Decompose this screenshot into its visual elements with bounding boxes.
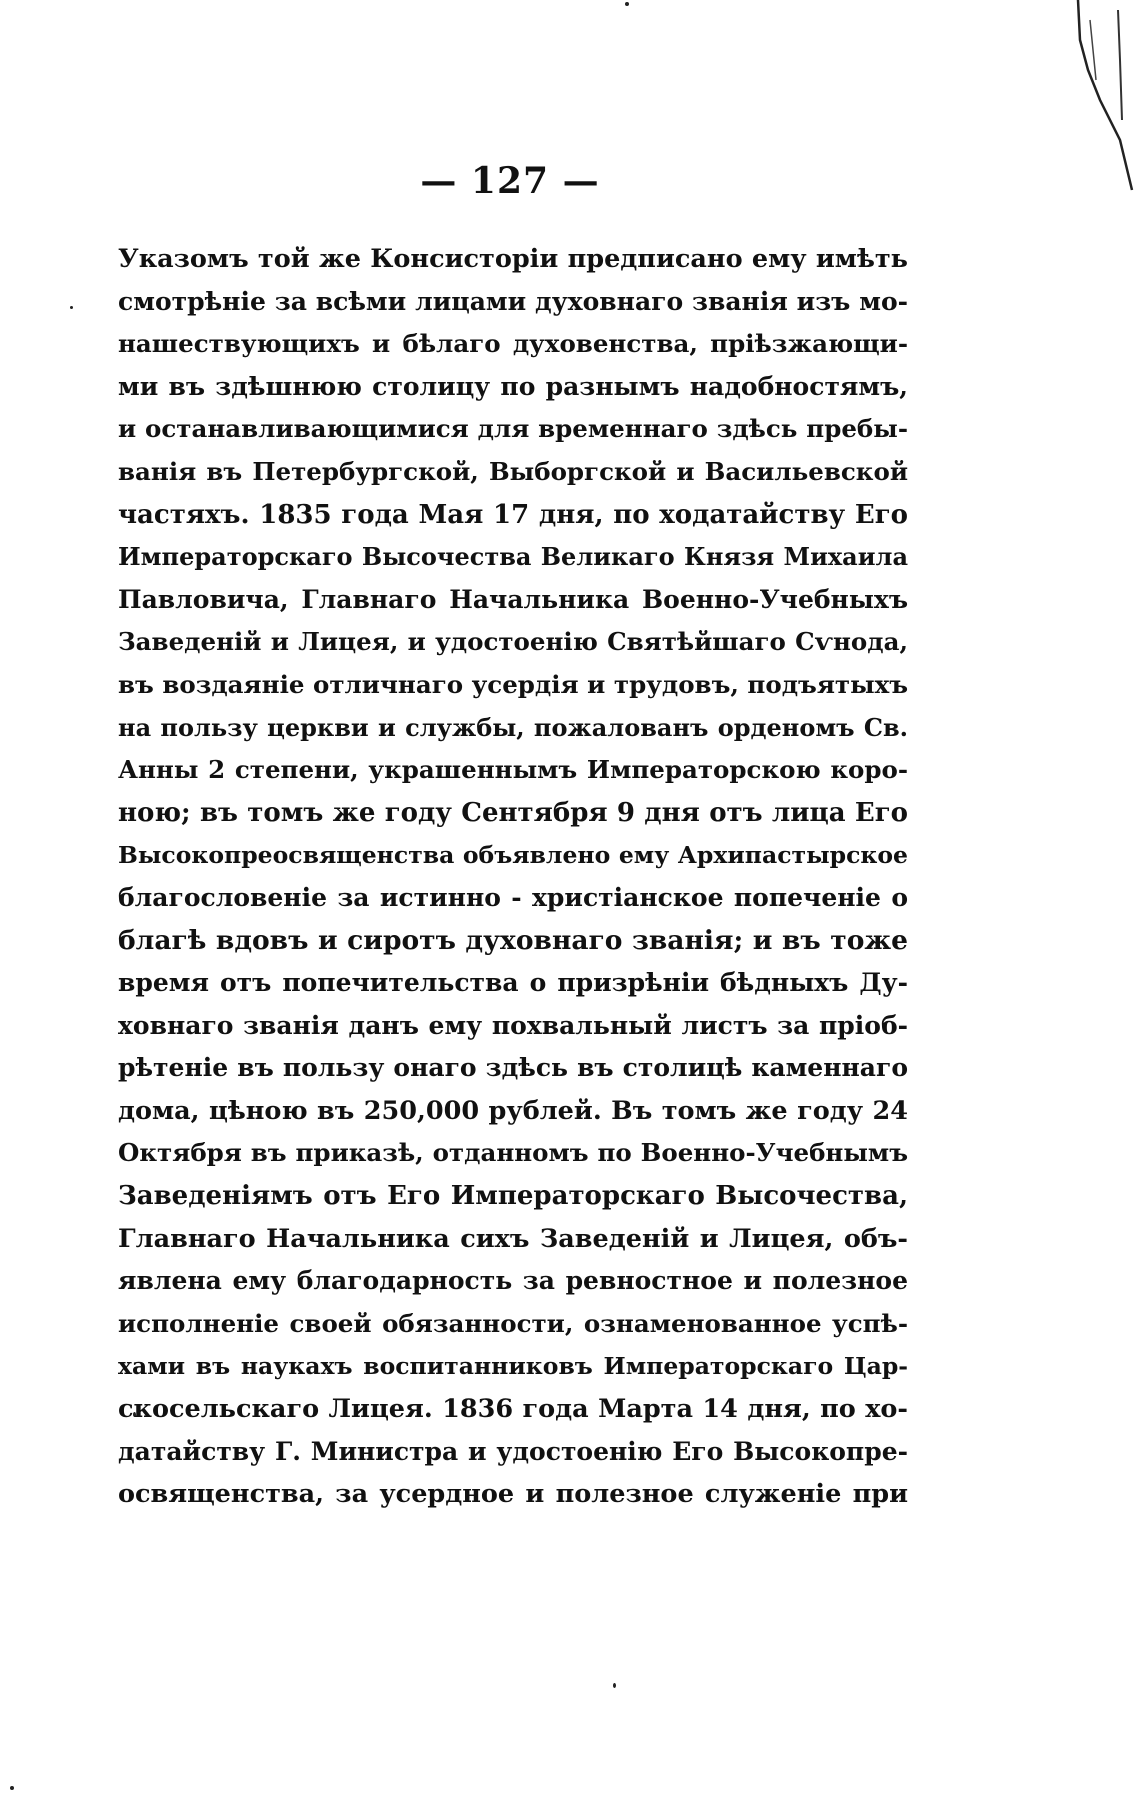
text-line: Павловича, Главнаго Начальника Военно-Учебныхъ [118, 584, 908, 614]
scan-speck [625, 2, 629, 6]
text-line: Заведеніямъ отъ Его Императорскаго Высочества, [118, 1181, 908, 1212]
text-line: благословеніе за истинно - христіанское попеченіе о [118, 882, 908, 912]
text-line: датайству Г. Министра и удостоенію Его Высокопре- [118, 1436, 908, 1466]
text-line: благѣ вдовъ и сиротъ духовнаго званія; и въ тоже [118, 924, 908, 956]
scan-speck [70, 306, 73, 309]
text-line: частяхъ. 1835 года Мая 17 дня, по ходатайству Его [118, 499, 908, 530]
text-line: смотрѣніе за всѣми лицами духовнаго званія изъ мо- [118, 286, 908, 316]
text-line: время отъ попечительства о призрѣніи бѣдныхъ Ду- [118, 968, 908, 998]
scan-speck [613, 1683, 616, 1688]
text-line: Заведеній и Лицея, и удостоенію Святѣйшаго Сѵнода, [118, 627, 908, 657]
text-line: исполненіе своей обязанности, ознаменованное успѣ- [118, 1308, 908, 1338]
text-line: освященства, за усердное и полезное служеніе при [118, 1479, 908, 1510]
text-line: Анны 2 степени, украшеннымъ Императорскою коро- [118, 755, 908, 785]
text-line: Октября въ приказѣ, отданномъ по Военно-Учебнымъ [118, 1138, 908, 1168]
text-line: скосельскаго Лицея. 1836 года Марта 14 дня, по хо- [118, 1394, 908, 1425]
text-line: ми въ здѣшнюю столицу по разнымъ надобностямъ, [118, 371, 908, 401]
text-line: Императорскаго Высочества Великаго Князя Михаила [118, 542, 908, 572]
text-line: и останавливающимися для временнаго здѣсь пребы- [118, 414, 908, 444]
page-edge-scan-mark [1070, 0, 1140, 200]
page-number: — 127 — [420, 160, 600, 202]
text-line: дома, цѣною въ 250,000 рублей. Въ томъ же году 24 [118, 1095, 908, 1126]
text-line: явлена ему благодарность за ревностное и полезное [118, 1266, 908, 1296]
text-line: нашествующихъ и бѣлаго духовенства, пріѣзжающи- [118, 329, 908, 359]
text-line: Главнаго Начальника сихъ Заведеній и Лицея, объ- [118, 1223, 908, 1254]
text-line: рѣтеніе въ пользу онаго здѣсь въ столицѣ каменнаго [118, 1053, 908, 1083]
text-line: на пользу церкви и службы, пожалованъ орденомъ Св. [118, 712, 908, 742]
scan-speck [10, 1786, 14, 1790]
text-line: ховнаго званія данъ ему похвальный листъ за пріоб- [118, 1010, 908, 1040]
text-line: Высокопреосвященства объявлено ему Архипастырское [118, 841, 908, 870]
text-line: Указомъ той же Консисторіи предписано ему имѣть [118, 244, 908, 274]
text-line: ною; въ томъ же году Сентября 9 дня отъ лица Его [118, 797, 908, 828]
text-line: хами въ наукахъ воспитанниковъ Императорскаго Цар- [118, 1352, 908, 1381]
text-line: въ воздаяніе отличнаго усердія и трудовъ, подъятыхъ [118, 669, 908, 699]
text-line: ванія въ Петербургской, Выборгской и Васильевской [118, 456, 908, 486]
body-text [118, 238, 908, 1516]
